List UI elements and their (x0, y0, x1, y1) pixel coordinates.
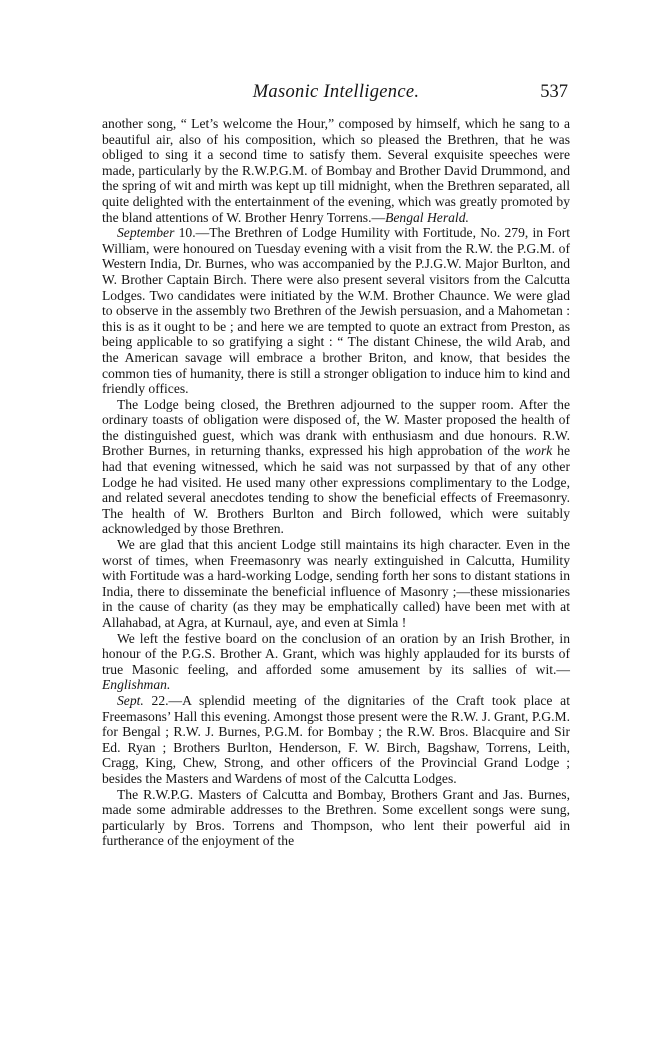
emphasis: work (525, 443, 553, 459)
source-citation: Englishman. (102, 677, 171, 693)
paragraph (102, 116, 570, 225)
text-run: The Lodge being closed, the Brethren adjourned to the supper room. After the ordinary toasts of obligation were disposed of, the W. Master proposed the health of the distinguished guest, which was drank with enthusiasm and due honours. R.W. Brother Burnes, in returning thanks, expressed his high approbation of the (102, 396, 570, 459)
page-number: 537 (540, 82, 568, 102)
article-body (102, 116, 570, 849)
text-run: 10.—The Brethren of Lodge Humility with Fortitude, No. 279, in Fort William, were honoured on Tuesday evening with a visit from the R.W. the P.G.M. of Western India, Dr. Burnes, who was accompanied by the P.J.G.W. Major Burlton, and W. Brother Captain Birch. There were also present several visitors from the Calcutta Lodges. Two candidates were initiated by the W.M. Brother Chaunce. We were glad to observe in the assembly two Brethren of the Jewish persuasion, and a Mahometan : this is as it ought to be ; and here we are tempted to quote an extract from Preston, as being applicable to so gratifying a sight : “ The distant Chinese, the wild Arab, and the American savage will embrace a brother Briton, and know, that besides the common ties of humanity, there is still a stronger obligation to induce him to kind and friendly offices. (102, 225, 570, 397)
text-run: The R.W.P.G. Masters of Calcutta and Bombay, Brothers Grant and Jas. Burnes, made some admirable addresses to the Brethren. Some excellent songs were sung, particularly by Bros. Torrens and Thompson, who lent their powerful aid in furtherance of the enjoyment of the (102, 786, 570, 849)
paragraph (102, 225, 570, 397)
source-citation: Bengal Herald. (385, 209, 469, 225)
date-lead: Sept. (117, 692, 144, 708)
paragraph (102, 693, 570, 787)
running-title: Masonic Intelligence. (252, 82, 420, 102)
date-lead: September (117, 225, 175, 241)
paragraph (102, 787, 570, 849)
text-run: 22.—A splendid meeting of the dignitaries of the Craft took place at Freemasons’ Hall this evening. Amongst those present were the R.W. J. Grant, P.G.M. for Bengal ; R.W. J. Burnes, P.G.M. for Bombay ; the R.W. Bros. Blacquire and Sir Ed. Ryan ; Brothers Burlton, Henderson, F. W. Birch, Bagshaw, Torrens, Leith, Cragg, King, Chew, Strong, and other officers of the Provincial Grand Lodge ; besides the Masters and Wardens of most of the Calcutta Lodges. (102, 692, 570, 786)
paragraph (102, 631, 570, 693)
paragraph (102, 537, 570, 631)
text-run: he had that evening witnessed, which he said was not surpassed by that of any other Lodge he had visited. He used many other expressions complimentary to the Lodge, and related several anecdotes tending to show the beneficial effects of Freemasonry. The health of W. Brothers Burlton and Birch followed, which were suitably acknowledged by those Brethren. (102, 443, 570, 537)
text-run: We are glad that this ancient Lodge still maintains its high character. Even in the worst of times, when Freemasonry was nearly extinguished in Calcutta, Humility with Fortitude was a hard-working Lodge, sending forth her sons to distant stations in India, there to disseminate the beneficial influence of Masonry ;—these missionaries in the cause of charity (as they may be emphatically called) have been met with at Allahabad, at Agra, at Kurnaul, aye, and even at Simla ! (102, 537, 570, 630)
page-header (102, 82, 570, 116)
text-run: another song, “ Let’s welcome the Hour,” composed by himself, which he sang to a beautiful air, also of his composition, which so pleased the Brethren, that he was obliged to sing it a second time to satisfy them. Several exquisite speeches were made, particularly by the R.W.P.G.M. of Bombay and Brother David Drummond, and the spring of wit and mirth was kept up till midnight, when the Brethren separated, all quite delighted with the entertainment of the evening, which was greatly promoted by the bland attentions of W. Brother Henry Torrens.— (102, 116, 570, 225)
page (102, 82, 570, 849)
paragraph (102, 397, 570, 537)
text-run: We left the festive board on the conclusion of an oration by an Irish Brother, in honour of the P.G.S. Brother A. Grant, which was highly applauded for its bursts of true Masonic feeling, and afforded some amusement by its sallies of wit.— (102, 630, 570, 677)
